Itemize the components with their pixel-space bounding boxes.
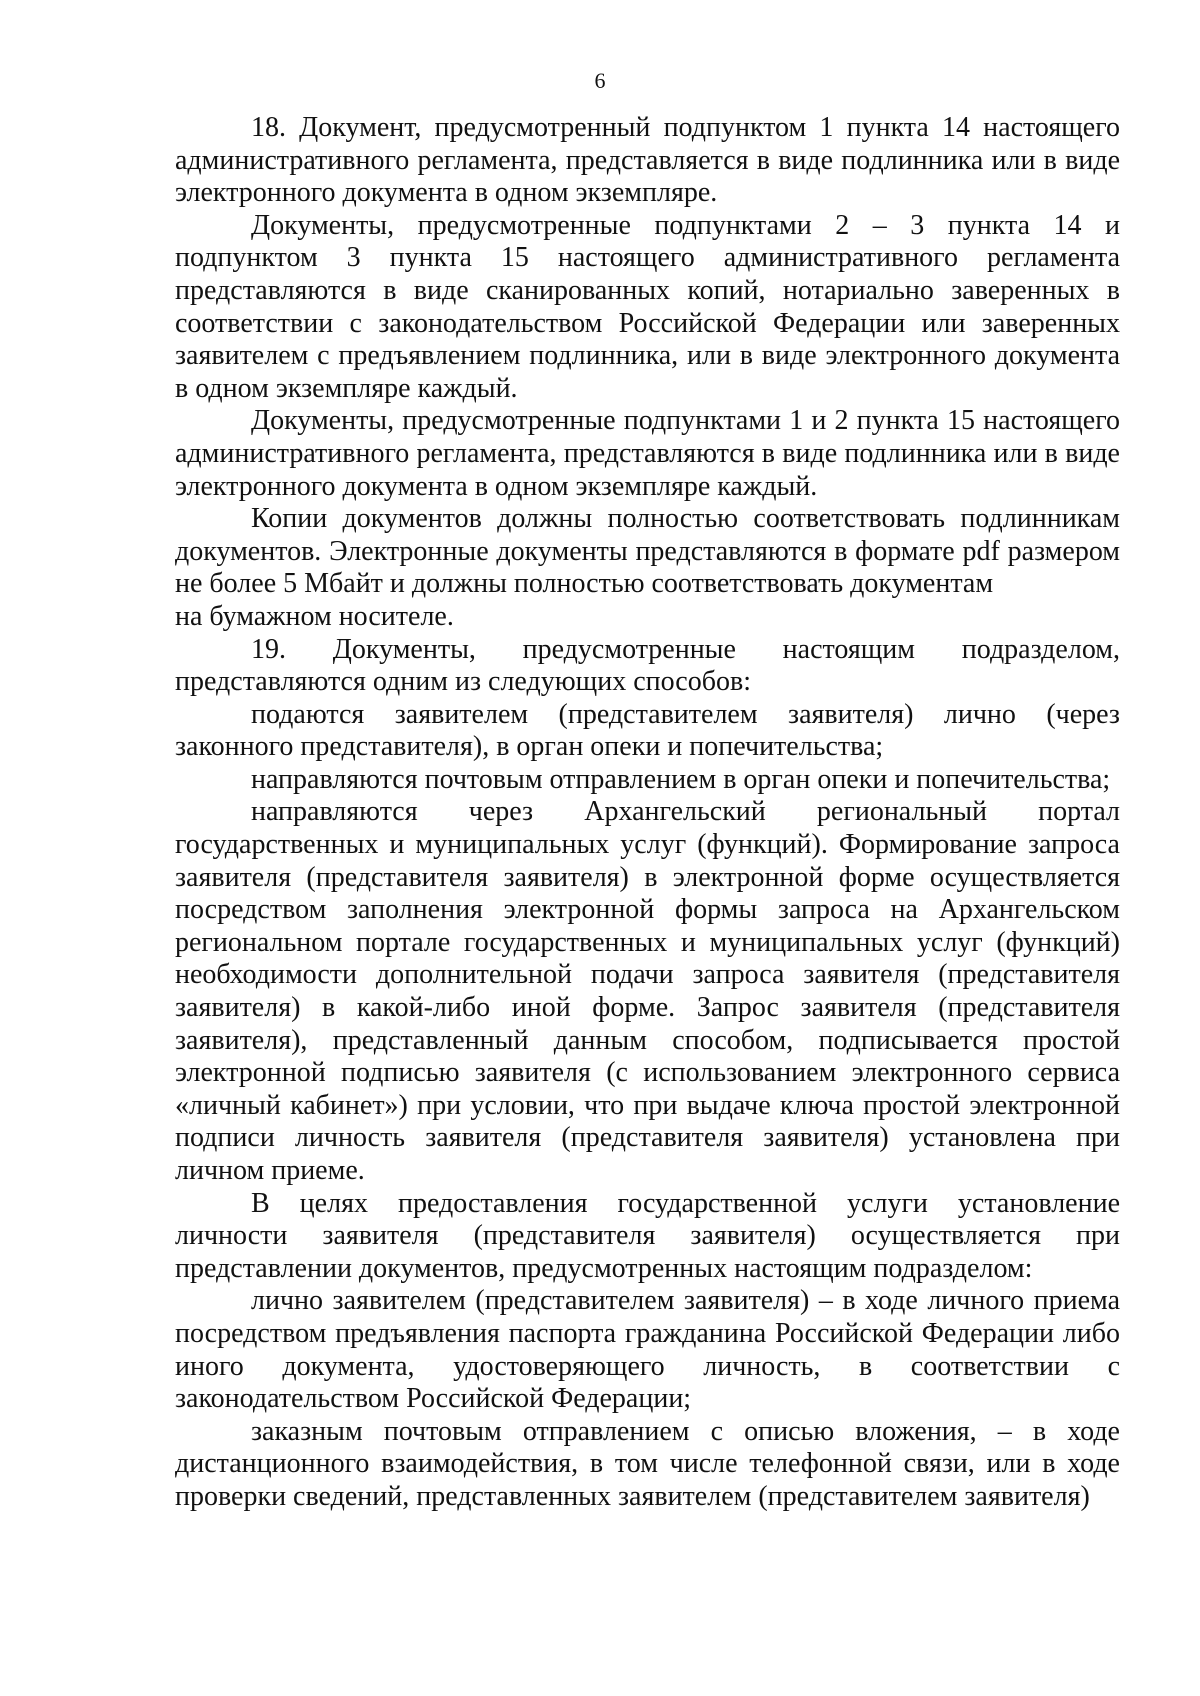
list-item-in-person: подаются заявителем (представителем заявителя) лично (через законного представителя), в орган опеки и попечительства;	[175, 698, 1120, 763]
paragraph-identity-verification: В целях предоставления государственной услуги установление личности заявителя (представителя заявителя) осуществляется при представлении документов, предусмотренных настоящим подразделом:	[175, 1187, 1120, 1284]
page-number: 6	[594, 68, 606, 93]
paragraph-originals: Документы, предусмотренные подпунктами 1 и 2 пункта 15 настоящего административного регламента, представляются в виде подлинника или в виде электронного документа в одном экземпляре каждый.	[175, 405, 1120, 502]
document-body	[175, 112, 1120, 1514]
paragraph-18: 18. Документ, предусмотренный подпунктом 1 пункта 14 настоящего административного регламента, представляется в виде подлинника или в виде электронного документа в одном экземпляре.	[175, 112, 1120, 209]
paragraph-copies-format: Копии документов должны полностью соответствовать подлинникам документов. Электронные документы представляются в формате pdf размером не более 5 Мбайт и должны полностью соответствовать документам	[175, 503, 1120, 600]
paragraph-paper-carrier: на бумажном носителе.	[175, 600, 454, 632]
list-item-personal-reception: лично заявителем (представителем заявителя) – в ходе личного приема посредством предъявления паспорта гражданина Российской Федерации либо иного документа, удостоверяющего личность, в соответствии с законодательством Российской Федерации;	[175, 1285, 1120, 1415]
list-item-via-portal: направляются через Архангельский региональный портал государственных и муниципальных услуг (функций). Формирование запроса заявителя (представителя заявителя) в электронной форме осуществляется посредством заполнения электронной формы запроса на Архангельском региональном портале государственных и муниципальных услуг (функций) необходимости дополнительной подачи запроса заявителя (представителя заявителя) в какой-либо иной форме. Запрос заявителя (представителя заявителя), представленный данным способом, подписывается простой электронной подписью заявителя (с использованием электронного сервиса «личный кабинет») при условии, что при выдаче ключа простой электронной подписи личность заявителя (представителя заявителя) установлена при личном приеме.	[175, 796, 1120, 1186]
list-item-by-post: направляются почтовым отправлением в орган опеки и попечительства;	[251, 763, 1111, 795]
paragraph-scanned-copies: Документы, предусмотренные подпунктами 2 – 3 пункта 14 и подпунктом 3 пункта 15 настоящего административного регламента представляются в виде сканированных копий, нотариально заверенных в соответствии с законодательством Российской Федерации или заверенных заявителем с предъявлением подлинника, или в виде электронного документа в одном экземпляре каждый.	[175, 209, 1120, 404]
paragraph-19: 19. Документы, предусмотренные настоящим подразделом, представляются одним из следующих способов:	[175, 633, 1120, 698]
list-item-registered-mail: заказным почтовым отправлением с описью вложения, – в ходе дистанционного взаимодействия, в том числе телефонной связи, или в ходе проверки сведений, представленных заявителем (представителем заявителя)	[175, 1415, 1120, 1512]
